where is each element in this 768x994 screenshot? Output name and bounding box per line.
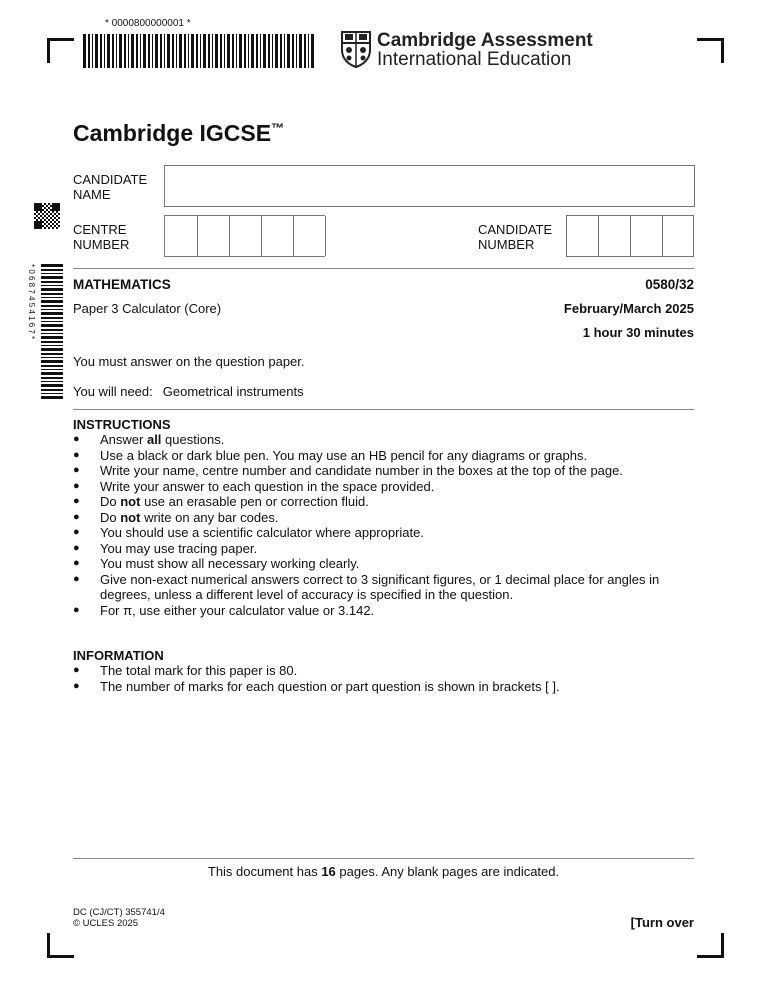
org-name-line-2: International Education xyxy=(377,49,572,70)
candidate-digit-box[interactable] xyxy=(567,216,599,256)
centre-digit-box[interactable] xyxy=(165,216,198,256)
turn-over-note: [Turn over xyxy=(630,915,694,930)
list-item: ● Write your name, centre number and candidate number in the boxes at the top of the page. xyxy=(73,463,693,479)
list-item: ● Give non-exact numerical answers correct to 3 significant figures, or 1 decimal place for angles in degrees, unless a different level of accuracy is specified in the question. xyxy=(73,572,693,603)
centre-digit-box[interactable] xyxy=(229,216,262,256)
corner-mark-bottom-left xyxy=(47,933,74,958)
copyright: © UCLES 2025 xyxy=(73,918,139,929)
answer-note: You must answer on the question paper. xyxy=(73,354,305,369)
centre-digit-box[interactable] xyxy=(261,216,294,256)
cambridge-shield-icon xyxy=(340,30,372,68)
corner-mark-top-left xyxy=(47,38,74,63)
list-item: ● Use a black or dark blue pen. You may use an HB pencil for any diagrams or graphs. xyxy=(73,448,693,464)
barcode-caption: * 0000800000001 * xyxy=(105,18,191,29)
information-heading: INFORMATION xyxy=(73,648,164,663)
page-count-note: This document has 16 pages. Any blank pages are indicated. xyxy=(207,864,560,879)
paper-name: Paper 3 Calculator (Core) xyxy=(73,301,222,316)
candidate-digit-box[interactable] xyxy=(598,216,631,256)
candidate-name-label: CANDIDATE NAME xyxy=(73,172,148,202)
document-code: DC (CJ/CT) 355741/4 xyxy=(73,907,165,918)
list-item: ● You may use tracing paper. xyxy=(73,541,693,557)
list-item: ● You must show all necessary working clearly. xyxy=(73,556,693,572)
exam-duration: 1 hour 30 minutes xyxy=(582,325,694,340)
centre-number-label: CENTRE NUMBER xyxy=(73,222,130,252)
candidate-digit-box[interactable] xyxy=(662,216,694,256)
list-item: ● Answer all questions. xyxy=(73,432,693,448)
information-list xyxy=(73,663,693,694)
candidate-number-label: CANDIDATE NUMBER xyxy=(478,222,553,252)
subject-title: MATHEMATICS xyxy=(73,277,171,292)
exam-session: February/March 2025 xyxy=(563,301,694,316)
candidate-name-field[interactable] xyxy=(164,165,695,207)
list-item: ● Do not use an erasable pen or correction fluid. xyxy=(73,494,693,510)
list-item: ● The total mark for this paper is 80. xyxy=(73,663,693,679)
candidate-number-field[interactable] xyxy=(566,215,694,257)
list-item: ● The number of marks for each question or part question is shown in brackets [ ]. xyxy=(73,679,693,695)
list-item: ● You should use a scientific calculator where appropriate. xyxy=(73,525,693,541)
footer-divider xyxy=(73,858,694,859)
org-name-line-1: Cambridge Assessment xyxy=(377,30,593,51)
list-item: ● Write your answer to each question in the space provided. xyxy=(73,479,693,495)
list-item: ● Do not write on any bar codes. xyxy=(73,510,693,526)
instructions-list xyxy=(73,432,693,618)
candidate-digit-box[interactable] xyxy=(630,216,663,256)
centre-digit-box[interactable] xyxy=(197,216,230,256)
centre-digit-box[interactable] xyxy=(293,216,326,256)
corner-mark-top-right xyxy=(697,38,724,63)
paper-code: 0580/32 xyxy=(645,277,694,292)
trademark-symbol: ™ xyxy=(271,120,285,136)
equipment-value: Geometrical instruments xyxy=(162,384,304,399)
divider xyxy=(73,268,694,269)
list-item: ● For π, use either your calculator value or 3.142. xyxy=(73,603,693,619)
centre-number-field[interactable] xyxy=(164,215,325,257)
equipment-label: You will need: xyxy=(73,384,153,399)
top-barcode xyxy=(83,34,315,68)
equipment-line xyxy=(73,384,304,399)
instructions-heading: INSTRUCTIONS xyxy=(73,417,171,432)
title-text: Cambridge IGCSE xyxy=(73,120,272,146)
side-code-text: * 0 6 8 7 4 5 4 1 6 7 * xyxy=(27,264,36,340)
qr-code xyxy=(34,203,60,229)
side-barcode xyxy=(41,264,63,400)
divider xyxy=(73,409,694,410)
qualification-title xyxy=(73,120,284,147)
corner-mark-bottom-right xyxy=(697,933,724,958)
